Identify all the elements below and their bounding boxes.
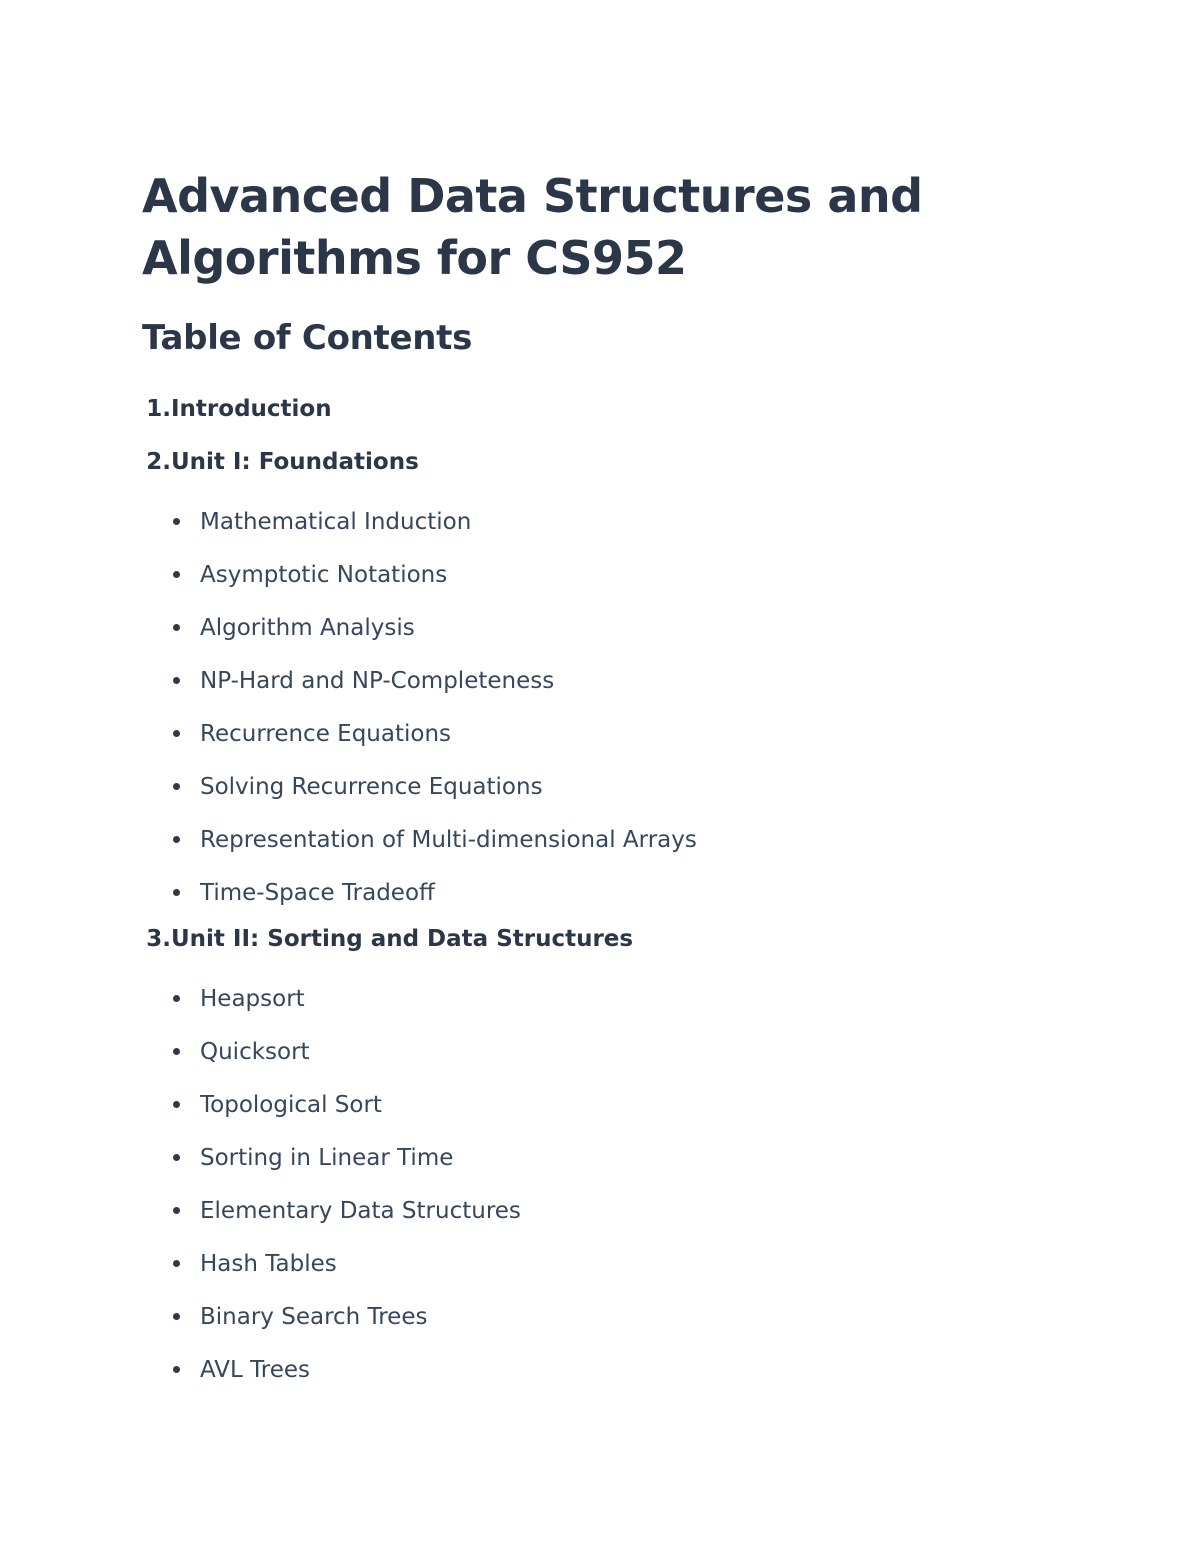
toc-subsection-label: NP-Hard and NP-Completeness [200, 667, 555, 694]
bullet-icon [173, 1313, 180, 1320]
toc-section-label: Unit I: Foundations [171, 449, 419, 475]
bullet-icon [173, 1366, 180, 1373]
bullet-icon [173, 677, 180, 684]
bullet-icon [173, 518, 180, 525]
toc-subsection-item[interactable] [142, 1184, 1042, 1237]
toc-subsection-item[interactable] [142, 495, 1042, 548]
document-title [142, 165, 1042, 289]
toc-subsection-label: Recurrence Equations [200, 720, 452, 747]
document-title-line-2: Algorithms for CS952 [142, 231, 687, 285]
toc-subsection-label: Solving Recurrence Equations [200, 773, 543, 800]
toc-subsection-label: Hash Tables [200, 1250, 337, 1277]
toc-subsection-item[interactable] [142, 972, 1042, 1025]
toc-section-label: Introduction [171, 396, 332, 422]
toc-subsection-list [142, 495, 1042, 919]
toc-subsection-label: Asymptotic Notations [200, 561, 448, 588]
toc-section-heading[interactable] [142, 395, 1042, 448]
toc-section [142, 395, 1042, 448]
bullet-icon [173, 1260, 180, 1267]
bullet-icon [173, 571, 180, 578]
toc-section-number: 2. [146, 449, 171, 475]
document-page [142, 165, 1042, 1402]
toc-subsection-label: AVL Trees [200, 1356, 311, 1383]
bullet-icon [173, 836, 180, 843]
toc-subsection-item[interactable] [142, 548, 1042, 601]
toc-heading: Table of Contents [142, 318, 473, 358]
document-title-line-1: Advanced Data Structures and [142, 169, 923, 223]
toc-subsection-item[interactable] [142, 654, 1042, 707]
toc-section-number: 3. [146, 926, 171, 952]
bullet-icon [173, 1048, 180, 1055]
toc-subsection-label: Elementary Data Structures [200, 1197, 521, 1224]
bullet-icon [173, 1154, 180, 1161]
toc-subsection-item[interactable] [142, 1343, 1042, 1396]
bullet-icon [173, 730, 180, 737]
toc-subsection-label: Representation of Multi-dimensional Arrays [200, 826, 697, 853]
toc-subsection-item[interactable] [142, 813, 1042, 866]
toc-subsection-item[interactable] [142, 1131, 1042, 1184]
bullet-icon [173, 624, 180, 631]
toc-subsection-label: Topological Sort [200, 1091, 382, 1118]
toc-subsection-item[interactable] [142, 1237, 1042, 1290]
toc-subsection-item[interactable] [142, 707, 1042, 760]
toc-subsection-item[interactable] [142, 1078, 1042, 1131]
toc-section [142, 925, 1042, 1396]
toc-subsection-item[interactable] [142, 866, 1042, 919]
toc-subsection-label: Quicksort [200, 1038, 310, 1065]
toc-subsection-label: Time-Space Tradeoff [200, 879, 435, 906]
toc-subsection-item[interactable] [142, 601, 1042, 654]
toc-subsection-label: Binary Search Trees [200, 1303, 428, 1330]
toc-subsection-label: Sorting in Linear Time [200, 1144, 454, 1171]
toc-section [142, 448, 1042, 919]
toc-subsection-item[interactable] [142, 1290, 1042, 1343]
toc-subsection-list [142, 972, 1042, 1396]
toc-section-number: 1. [146, 396, 171, 422]
toc-subsection-label: Algorithm Analysis [200, 614, 415, 641]
bullet-icon [173, 1101, 180, 1108]
toc-section-heading[interactable] [142, 925, 1042, 978]
bullet-icon [173, 783, 180, 790]
toc-subsection-item[interactable] [142, 1025, 1042, 1078]
bullet-icon [173, 1207, 180, 1214]
toc-subsection-label: Heapsort [200, 985, 305, 1012]
toc-subsection-item[interactable] [142, 760, 1042, 813]
bullet-icon [173, 995, 180, 1002]
toc-section-label: Unit II: Sorting and Data Structures [171, 926, 634, 952]
toc-subsection-label: Mathematical Induction [200, 508, 472, 535]
bullet-icon [173, 889, 180, 896]
table-of-contents [142, 395, 1042, 1396]
toc-section-heading[interactable] [142, 448, 1042, 501]
